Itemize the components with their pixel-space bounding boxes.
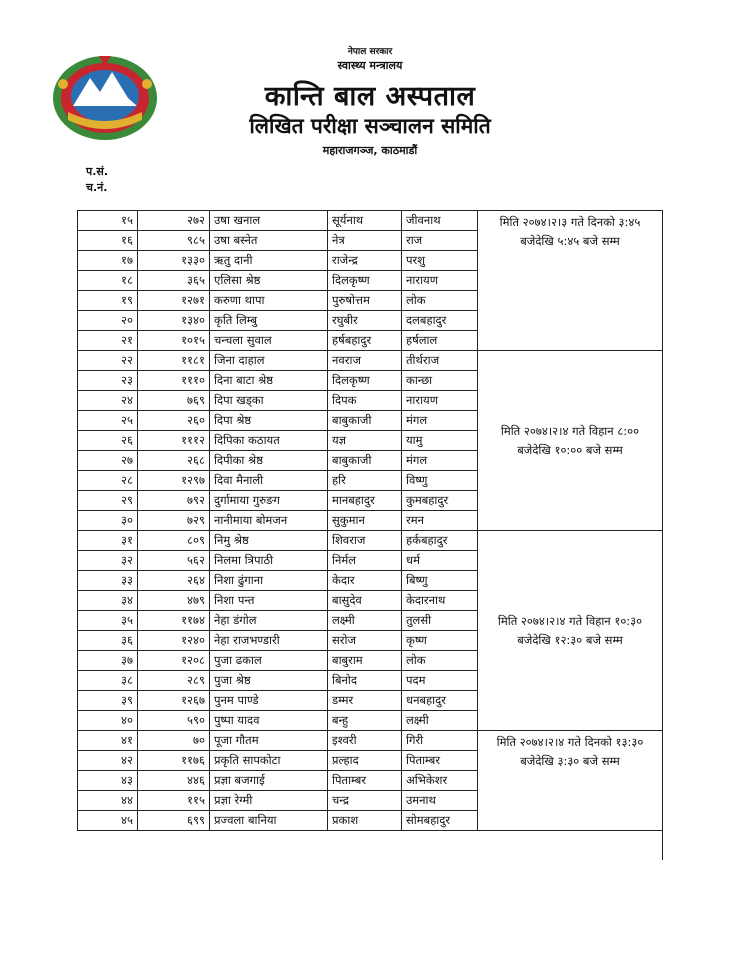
- roll-number-cell: १२४०: [138, 631, 210, 651]
- grandfather-name-cell: जीवनाथ: [402, 211, 478, 231]
- father-name-cell: निर्मल: [328, 551, 402, 571]
- father-name-cell: सरोज: [328, 631, 402, 651]
- grandfather-name-cell: कृष्ण: [402, 631, 478, 651]
- candidate-name-cell: पुनम पाण्डे: [210, 691, 328, 711]
- father-name-cell: राजेन्द्र: [328, 251, 402, 271]
- schedule-time-line: बजेदेखि १२:३० बजे सम्म: [517, 632, 623, 647]
- grandfather-name-cell: तीर्थराज: [402, 351, 478, 371]
- candidate-name-cell: पुजा ढकाल: [210, 651, 328, 671]
- candidate-name-cell: निशा पन्त: [210, 591, 328, 611]
- father-name-cell: सुकुमान: [328, 511, 402, 531]
- serial-number-cell: ३२: [78, 551, 138, 571]
- grandfather-name-cell: बिष्णु: [402, 571, 478, 591]
- candidate-name-cell: प्रज्ञा रेग्मी: [210, 791, 328, 811]
- roll-number-cell: २६०: [138, 411, 210, 431]
- serial-number-cell: १९: [78, 291, 138, 311]
- grandfather-name-cell: हर्कबहादुर: [402, 531, 478, 551]
- father-name-cell: बिनोद: [328, 671, 402, 691]
- grandfather-name-cell: रमन: [402, 511, 478, 531]
- roll-number-cell: ९८५: [138, 231, 210, 251]
- grandfather-name-cell: केदारनाथ: [402, 591, 478, 611]
- candidate-name-cell: दिपा श्रेष्ठ: [210, 411, 328, 431]
- candidate-name-cell: ऋतु दानी: [210, 251, 328, 271]
- schedule-time-line: बजेदेखि ३:३० बजे सम्म: [520, 754, 620, 768]
- serial-number-cell: १७: [78, 251, 138, 271]
- grandfather-name-cell: गिरी: [402, 731, 478, 751]
- grandfather-name-cell: यामु: [402, 431, 478, 451]
- serial-number-cell: ४३: [78, 771, 138, 791]
- schedule-time-line: बजेदेखि १०:०० बजे सम्म: [517, 442, 623, 457]
- father-name-cell: नवराज: [328, 351, 402, 371]
- serial-number-cell: २१: [78, 331, 138, 351]
- candidate-name-cell: दिपिका कठायत: [210, 431, 328, 451]
- grandfather-name-cell: धर्म: [402, 551, 478, 571]
- father-name-cell: बाबुकाजी: [328, 411, 402, 431]
- serial-number-cell: ४२: [78, 751, 138, 771]
- candidate-name-cell: नेहा डंगोल: [210, 611, 328, 631]
- grandfather-name-cell: कान्छा: [402, 371, 478, 391]
- father-name-cell: डम्मर: [328, 691, 402, 711]
- father-name-cell: पिताम्बर: [328, 771, 402, 791]
- roll-number-cell: १२७१: [138, 291, 210, 311]
- serial-number-cell: ३०: [78, 511, 138, 531]
- roll-number-cell: १०१५: [138, 331, 210, 351]
- candidate-name-cell: दिवा मैनाली: [210, 471, 328, 491]
- father-name-cell: हर्षबहादुर: [328, 331, 402, 351]
- roll-number-cell: १२९७: [138, 471, 210, 491]
- table-row: [78, 531, 663, 551]
- serial-number-cell: ३१: [78, 531, 138, 551]
- roll-number-cell: १२६७: [138, 691, 210, 711]
- father-name-cell: मानबहादुर: [328, 491, 402, 511]
- grandfather-name-cell: अभिकेशर: [402, 771, 478, 791]
- father-name-cell: दिपक: [328, 391, 402, 411]
- candidate-name-cell: पुष्पा यादव: [210, 711, 328, 731]
- father-name-cell: यज्ञ: [328, 431, 402, 451]
- father-name-cell: चन्द्र: [328, 791, 402, 811]
- exam-table-body: [78, 211, 663, 831]
- serial-number-cell: २४: [78, 391, 138, 411]
- father-name-cell: बाबुराम: [328, 651, 402, 671]
- roll-number-cell: ११५: [138, 791, 210, 811]
- roll-number-cell: ११८१: [138, 351, 210, 371]
- roll-number-cell: २७२: [138, 211, 210, 231]
- grandfather-name-cell: धनबहादुर: [402, 691, 478, 711]
- grandfather-name-cell: पदम: [402, 671, 478, 691]
- candidate-name-cell: निशा ढुंगाना: [210, 571, 328, 591]
- schedule-date-line: मिति २०७४।२।४ गते विहान ८:००: [500, 423, 640, 438]
- serial-number-cell: ३६: [78, 631, 138, 651]
- grandfather-name-cell: तुलसी: [402, 611, 478, 631]
- grandfather-name-cell: राज: [402, 231, 478, 251]
- grandfather-name-cell: नारायण: [402, 391, 478, 411]
- grandfather-name-cell: दलबहादुर: [402, 311, 478, 331]
- grandfather-name-cell: परशु: [402, 251, 478, 271]
- nepal-government-emblem: [48, 50, 162, 142]
- serial-number-cell: २७: [78, 451, 138, 471]
- schedule-date-line: मिति २०७४।२।४ गते विहान १०:३०: [497, 613, 643, 628]
- father-name-cell: सूर्यनाथ: [328, 211, 402, 231]
- grandfather-name-cell: नारायण: [402, 271, 478, 291]
- serial-number-cell: ३४: [78, 591, 138, 611]
- serial-number-cell: २८: [78, 471, 138, 491]
- roll-number-cell: ७२९: [138, 511, 210, 531]
- serial-number-cell: ४१: [78, 731, 138, 751]
- father-name-cell: दिलकृष्ण: [328, 271, 402, 291]
- schedule-time-line: बजेदेखि ५:४५ बजे सम्म: [520, 234, 620, 248]
- roll-number-cell: २८९: [138, 671, 210, 691]
- roll-number-cell: ८०९: [138, 531, 210, 551]
- address-label: महाराजगञ्ज, काठमाडौं: [322, 144, 418, 157]
- serial-number-cell: २९: [78, 491, 138, 511]
- roll-number-cell: ५६२: [138, 551, 210, 571]
- roll-number-cell: ४७९: [138, 591, 210, 611]
- father-name-cell: नेत्र: [328, 231, 402, 251]
- roll-number-cell: ५९०: [138, 711, 210, 731]
- schedule-date-line: मिति २०७४।२।४ गते दिनको १३:३०: [496, 735, 644, 749]
- father-name-cell: पुरुषोत्तम: [328, 291, 402, 311]
- roll-number-cell: ६९९: [138, 811, 210, 831]
- father-name-cell: लक्ष्मी: [328, 611, 402, 631]
- grandfather-name-cell: मंगल: [402, 451, 478, 471]
- reference-number-label: प.सं.: [86, 165, 109, 178]
- father-name-cell: बाबुकाजी: [328, 451, 402, 471]
- father-name-cell: रघुबीर: [328, 311, 402, 331]
- exam-schedule-cell: [478, 531, 663, 731]
- serial-number-cell: २५: [78, 411, 138, 431]
- serial-number-cell: ३८: [78, 671, 138, 691]
- candidate-name-cell: पूजा गौतम: [210, 731, 328, 751]
- candidate-name-cell: निलमा त्रिपाठी: [210, 551, 328, 571]
- candidate-name-cell: निमु श्रेष्ठ: [210, 531, 328, 551]
- father-name-cell: बन्हु: [328, 711, 402, 731]
- candidate-name-cell: कृति लिम्बु: [210, 311, 328, 331]
- candidate-name-cell: नेहा राजभण्डारी: [210, 631, 328, 651]
- candidate-name-cell: दुर्गामाया गुरुङग: [210, 491, 328, 511]
- candidate-name-cell: दिपा खड्का: [210, 391, 328, 411]
- grandfather-name-cell: लोक: [402, 291, 478, 311]
- father-name-cell: दिलकृष्ण: [328, 371, 402, 391]
- father-name-cell: प्रकाश: [328, 811, 402, 831]
- serial-number-cell: ३३: [78, 571, 138, 591]
- serial-number-cell: २३: [78, 371, 138, 391]
- grandfather-name-cell: उमनाथ: [402, 791, 478, 811]
- candidate-name-cell: चन्चला सुवाल: [210, 331, 328, 351]
- candidate-name-cell: उषा बस्नेत: [210, 231, 328, 251]
- roll-number-cell: ४४६: [138, 771, 210, 791]
- hospital-title: कान्ति बाल अस्पताल: [264, 81, 476, 112]
- roll-number-cell: ७९२: [138, 491, 210, 511]
- roll-number-cell: १२०८: [138, 651, 210, 671]
- grandfather-name-cell: विष्णु: [402, 471, 478, 491]
- grandfather-name-cell: सोमबहादुर: [402, 811, 478, 831]
- table-row: [78, 211, 663, 231]
- government-label: नेपाल सरकार: [347, 47, 393, 57]
- schedule-date-line: मिति २०७४।२।३ गते दिनको ३:४५: [499, 215, 641, 229]
- candidate-name-cell: नानीमाया बोमजन: [210, 511, 328, 531]
- father-name-cell: शिवराज: [328, 531, 402, 551]
- table-right-border: [662, 210, 663, 860]
- roll-number-cell: ११७६: [138, 751, 210, 771]
- exam-schedule-cell: [478, 731, 663, 831]
- table-row: [78, 351, 663, 371]
- candidate-name-cell: दिपीका श्रेष्ठ: [210, 451, 328, 471]
- ministry-label: स्वास्थ्य मन्त्रालय: [337, 59, 403, 72]
- roll-number-cell: १११२: [138, 431, 210, 451]
- dispatch-number-label: च.नं.: [86, 181, 108, 194]
- serial-number-cell: २०: [78, 311, 138, 331]
- roll-number-cell: १३३०: [138, 251, 210, 271]
- table-row: [78, 731, 663, 751]
- candidate-name-cell: एलिसा श्रेष्ठ: [210, 271, 328, 291]
- roll-number-cell: ७०: [138, 731, 210, 751]
- serial-number-cell: ३७: [78, 651, 138, 671]
- roll-number-cell: २६८: [138, 451, 210, 471]
- serial-number-cell: ४०: [78, 711, 138, 731]
- candidate-name-cell: दिना बाटा श्रेष्ठ: [210, 371, 328, 391]
- candidate-name-cell: उषा खनाल: [210, 211, 328, 231]
- serial-number-cell: ३५: [78, 611, 138, 631]
- father-name-cell: इश्वरी: [328, 731, 402, 751]
- roll-number-cell: १११०: [138, 371, 210, 391]
- candidate-name-cell: जिना दाहाल: [210, 351, 328, 371]
- grandfather-name-cell: हर्षलाल: [402, 331, 478, 351]
- candidate-name-cell: पुजा श्रेष्ठ: [210, 671, 328, 691]
- father-name-cell: केदार: [328, 571, 402, 591]
- candidate-name-cell: प्रज्वला बानिया: [210, 811, 328, 831]
- father-name-cell: बासुदेव: [328, 591, 402, 611]
- roll-number-cell: १३४०: [138, 311, 210, 331]
- roll-number-cell: ११७४: [138, 611, 210, 631]
- grandfather-name-cell: लोक: [402, 651, 478, 671]
- grandfather-name-cell: मंगल: [402, 411, 478, 431]
- serial-number-cell: १६: [78, 231, 138, 251]
- exam-schedule-cell: [478, 351, 663, 531]
- roll-number-cell: २६४: [138, 571, 210, 591]
- grandfather-name-cell: लक्ष्मी: [402, 711, 478, 731]
- exam-schedule-table: [77, 210, 663, 831]
- roll-number-cell: ३६५: [138, 271, 210, 291]
- candidate-name-cell: प्रकृति सापकोटा: [210, 751, 328, 771]
- exam-schedule-cell: [478, 211, 663, 351]
- father-name-cell: हरि: [328, 471, 402, 491]
- serial-number-cell: ३९: [78, 691, 138, 711]
- serial-number-cell: २२: [78, 351, 138, 371]
- grandfather-name-cell: पिताम्बर: [402, 751, 478, 771]
- serial-number-cell: ४४: [78, 791, 138, 811]
- serial-number-cell: ४५: [78, 811, 138, 831]
- candidate-name-cell: करुणा थापा: [210, 291, 328, 311]
- roll-number-cell: ७६९: [138, 391, 210, 411]
- candidate-name-cell: प्रज्ञा बजगाई: [210, 771, 328, 791]
- serial-number-cell: २६: [78, 431, 138, 451]
- grandfather-name-cell: कुमबहादुर: [402, 491, 478, 511]
- committee-title: लिखित परीक्षा सञ्चालन समिति: [249, 114, 491, 138]
- serial-number-cell: १८: [78, 271, 138, 291]
- serial-number-cell: १५: [78, 211, 138, 231]
- father-name-cell: प्रल्हाद: [328, 751, 402, 771]
